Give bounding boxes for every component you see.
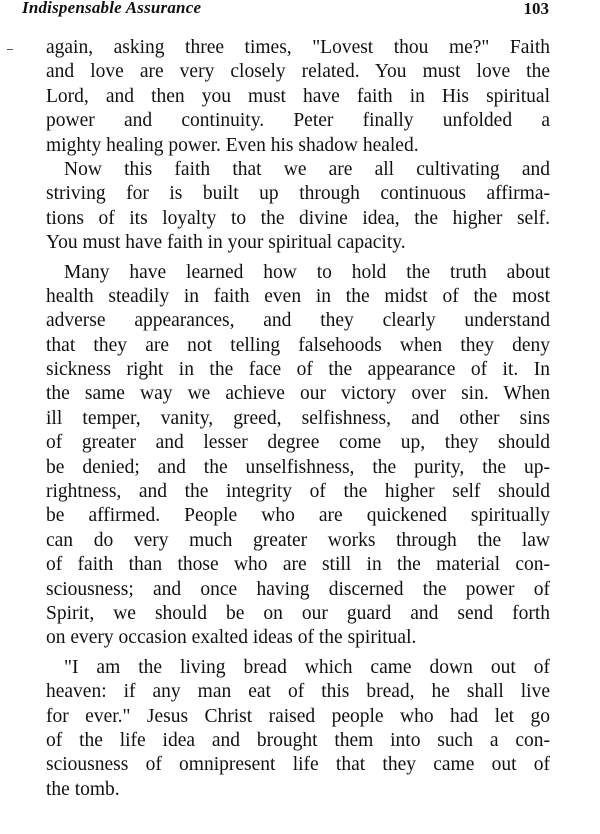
text-line: the same way we achieve our victory over sin. When bbox=[46, 383, 550, 405]
text-line: that they are not telling falsehoods when they deny bbox=[46, 334, 550, 356]
paragraph bbox=[46, 656, 550, 802]
paragraph bbox=[46, 261, 550, 651]
text-line: mighty healing power. Even his shadow healed. bbox=[46, 134, 419, 156]
text-line: rightness, and the integrity of the higher self should bbox=[46, 481, 550, 503]
text-line: tions of its loyalty to the divine idea, the higher self. bbox=[46, 207, 550, 229]
text-line: Spirit, we should be on our guard and send forth bbox=[46, 602, 550, 624]
text-line: health steadily in faith even in the midst of the most bbox=[46, 285, 550, 307]
margin-mark bbox=[7, 49, 13, 50]
text-line: sciousness; and once having discerned the power of bbox=[46, 578, 550, 600]
text-line: ill temper, vanity, greed, selfishness, and other sins bbox=[46, 407, 550, 429]
text-line: for ever." Jesus Christ raised people who had let go bbox=[46, 705, 550, 727]
text-line: Lord, and then you must have faith in His spiritual bbox=[46, 85, 550, 107]
text-line: heaven: if any man eat of this bread, he shall live bbox=[46, 681, 550, 703]
text-line: Many have learned how to hold the truth about bbox=[64, 261, 550, 283]
text-line: of faith than those who are still in the material con- bbox=[46, 554, 550, 576]
text-line: and love are very closely related. You must love the bbox=[46, 61, 550, 83]
text-line: can do very much greater works through the law bbox=[46, 529, 550, 551]
text-line: sickness right in the face of the appearance of it. In bbox=[46, 359, 550, 381]
text-line: on every occasion exalted ideas of the spiritual. bbox=[46, 627, 417, 649]
text-line: the tomb. bbox=[46, 778, 120, 800]
text-body bbox=[46, 36, 550, 802]
text-line: "I am the living bread which came down out of bbox=[64, 656, 550, 678]
paragraph bbox=[46, 158, 550, 256]
text-line: be denied; and the unselfishness, the purity, the up- bbox=[46, 456, 550, 478]
text-line: of greater and lesser degree come up, they should bbox=[46, 432, 550, 454]
text-line: sciousness of omnipresent life that they came out of bbox=[46, 754, 550, 776]
text-line: striving for is built up through continuous affirma- bbox=[46, 183, 550, 205]
page-number: 103 bbox=[523, 0, 549, 18]
text-line: adverse appearances, and they clearly understand bbox=[46, 310, 550, 332]
text-line: of the life idea and brought them into such a con- bbox=[46, 729, 550, 751]
running-title: Indispensable Assurance bbox=[22, 0, 202, 17]
text-line: power and continuity. Peter finally unfolded a bbox=[46, 110, 550, 132]
text-line: be affirmed. People who are quickened spiritually bbox=[46, 505, 550, 527]
text-line: You must have faith in your spiritual capacity. bbox=[46, 232, 406, 254]
running-head bbox=[22, 0, 549, 22]
paragraph bbox=[46, 36, 550, 158]
text-line: again, asking three times, "Lovest thou me?" Faith bbox=[46, 37, 550, 58]
text-line: Now this faith that we are all cultivating and bbox=[64, 158, 550, 180]
